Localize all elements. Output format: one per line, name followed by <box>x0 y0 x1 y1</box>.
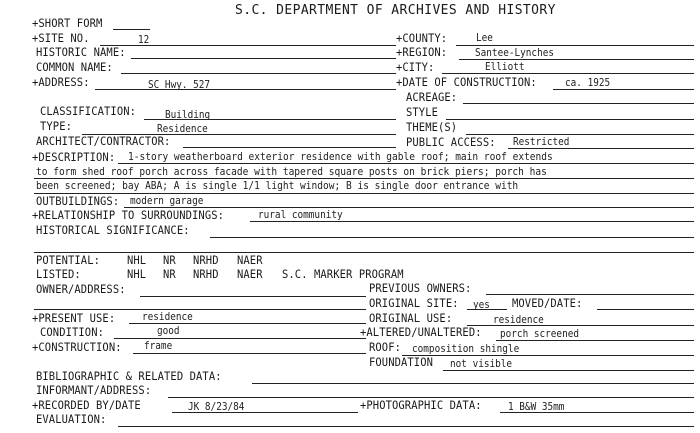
photographic-label: +PHOTOGRAPHIC DATA: <box>360 398 482 412</box>
description-rule-3 <box>34 193 694 194</box>
evaluation-label: EVALUATION: <box>36 412 107 426</box>
present-use-value: residence <box>142 312 193 323</box>
page-title: S.C. DEPARTMENT OF ARCHIVES AND HISTORY <box>235 3 556 18</box>
roof-label: ROOF: <box>369 340 402 354</box>
potential-opt-nrhd[interactable]: NRHD <box>193 253 219 267</box>
historic-name-line <box>131 58 396 59</box>
style-label: STYLE <box>406 105 439 119</box>
informant-label: INFORMANT/ADDRESS: <box>36 383 152 397</box>
construction-value: frame <box>144 341 173 352</box>
recorded-line <box>172 412 358 413</box>
common-name-label: COMMON NAME: <box>36 60 113 74</box>
city-value: Elliott <box>485 62 525 73</box>
historical-significance-line <box>210 237 694 238</box>
bibliographic-line <box>252 383 694 384</box>
previous-owners-label: PREVIOUS OWNERS: <box>369 281 472 295</box>
site-no-value: 12 <box>138 35 150 46</box>
region-label: +REGION: <box>396 45 448 59</box>
recorded-label: +RECORDED BY/DATE <box>32 398 141 412</box>
photographic-value: 1 B&W 35mm <box>508 402 565 413</box>
owner-address-label: OWNER/ADDRESS: <box>36 282 126 296</box>
address-label: +ADDRESS: <box>32 75 90 89</box>
region-line <box>459 59 694 60</box>
themes-line <box>466 134 694 135</box>
public-access-label: PUBLIC ACCESS: <box>406 135 496 149</box>
date-construction-value: ca. 1925 <box>565 78 611 89</box>
classification-value: Building <box>165 110 211 121</box>
date-construction-label: +DATE OF CONSTRUCTION: <box>396 75 537 89</box>
architect-line <box>183 147 396 148</box>
condition-line <box>114 338 366 339</box>
site-no-line <box>100 45 396 46</box>
county-value: Lee <box>476 33 493 44</box>
description-line-1: 1-story weatherboard exterior residence with gable roof; main roof extends <box>128 151 553 163</box>
photographic-line <box>500 412 694 413</box>
public-access-value: Restricted <box>513 137 570 148</box>
owner-address-line <box>140 296 366 297</box>
short-form-line <box>113 29 150 30</box>
description-label: +DESCRIPTION: <box>32 150 116 164</box>
county-line <box>456 45 694 46</box>
county-label: +COUNTY: <box>396 31 448 45</box>
address-line <box>95 89 396 90</box>
foundation-line <box>443 370 694 371</box>
classification-line <box>144 119 396 120</box>
potential-opt-naer[interactable]: NAER <box>237 253 263 267</box>
relationship-label: +RELATIONSHIP TO SURROUNDINGS: <box>32 208 225 222</box>
architect-label: ARCHITECT/CONTRACTOR: <box>36 134 171 148</box>
description-rule-1 <box>118 163 694 164</box>
description-line-3: been screened; bay ABA; A is single 1/1 light window; B is single door entrance with <box>36 180 519 192</box>
potential-opt-nhl[interactable]: NHL <box>127 253 147 267</box>
altered-value: porch screened <box>500 329 580 340</box>
type-label: TYPE: <box>40 119 73 133</box>
original-use-line <box>467 325 694 326</box>
address-value: SC Hwy. 527 <box>148 80 211 91</box>
listed-label: LISTED: <box>36 267 81 281</box>
listed-opt-naer[interactable]: NAER <box>237 267 263 281</box>
bibliographic-label: BIBLIOGRAPHIC & RELATED DATA: <box>36 369 222 383</box>
public-access-line <box>508 148 694 149</box>
evaluation-line <box>118 426 694 427</box>
present-use-line <box>129 323 366 324</box>
common-name-line <box>121 73 396 74</box>
construction-label: +CONSTRUCTION: <box>32 340 122 354</box>
roof-value: composition shingle <box>412 344 520 355</box>
date-construction-line <box>553 89 694 90</box>
moved-date-label: MOVED/DATE: <box>512 296 583 310</box>
construction-line <box>133 353 366 354</box>
owner-address-rule-2 <box>34 309 366 310</box>
short-form-label: +SHORT FORM <box>32 16 103 30</box>
sc-marker-program[interactable]: S.C. MARKER PROGRAM <box>282 267 404 281</box>
altered-line <box>496 340 694 341</box>
relationship-value: rural community <box>258 210 343 221</box>
foundation-value: not visible <box>450 359 513 370</box>
region-value: Santee-Lynches <box>475 48 555 59</box>
original-site-label: ORIGINAL SITE: <box>369 296 459 310</box>
recorded-value: JK 8/23/84 <box>188 402 245 413</box>
condition-label: CONDITION: <box>40 325 105 339</box>
classification-label: CLASSIFICATION: <box>40 104 137 118</box>
previous-owners-line <box>486 294 694 295</box>
original-site-value: yes <box>473 300 490 311</box>
listed-opt-nr[interactable]: NR <box>163 267 176 281</box>
historic-name-label: HISTORIC NAME: <box>36 45 126 59</box>
listed-opt-nrhd[interactable]: NRHD <box>193 267 219 281</box>
city-label: +CITY: <box>396 60 435 74</box>
outbuildings-label: OUTBUILDINGS: <box>36 194 120 208</box>
historical-significance-label: HISTORICAL SIGNIFICANCE: <box>36 223 190 237</box>
site-no-label: +SITE NO. <box>32 31 90 45</box>
type-value: Residence <box>157 124 208 135</box>
potential-label: POTENTIAL: <box>36 253 101 267</box>
themes-label: THEME(S) <box>406 120 458 134</box>
roof-line <box>402 355 694 356</box>
present-use-label: +PRESENT USE: <box>32 311 116 325</box>
foundation-label: FOUNDATION <box>369 355 434 369</box>
outbuildings-value: modern garage <box>130 196 204 207</box>
potential-opt-nr[interactable]: NR <box>163 253 176 267</box>
relationship-line <box>250 221 694 222</box>
original-use-label: ORIGINAL USE: <box>369 311 453 325</box>
moved-date-line <box>597 309 694 310</box>
original-site-line <box>467 309 507 310</box>
description-line-2: to form shed roof porch across facade with tapered square posts on brick piers; porch has <box>36 166 547 178</box>
description-rule-2 <box>34 178 694 179</box>
acreage-line <box>463 103 694 104</box>
listed-opt-nhl[interactable]: NHL <box>127 267 147 281</box>
original-use-value: residence <box>493 315 544 326</box>
city-line <box>442 73 694 74</box>
style-line <box>446 119 694 120</box>
altered-label: +ALTERED/UNALTERED: <box>360 325 482 339</box>
condition-value: good <box>157 326 180 337</box>
acreage-label: ACREAGE: <box>406 90 458 104</box>
